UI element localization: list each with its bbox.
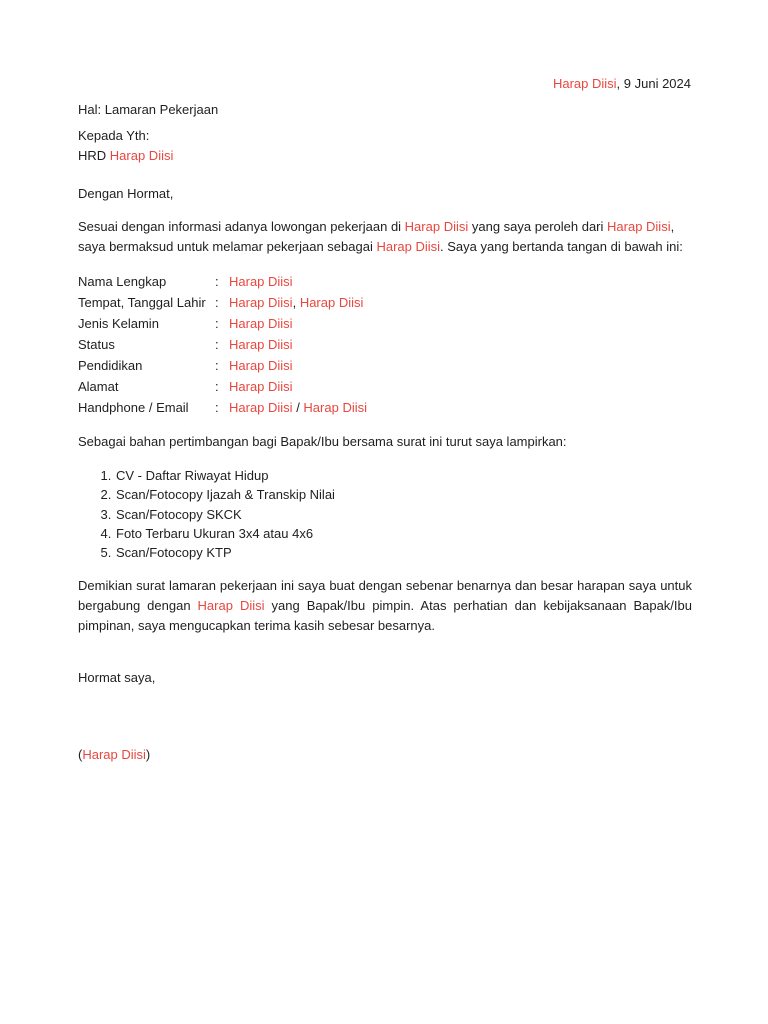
letter-recipient bbox=[78, 126, 692, 166]
details-value-placeholder: Harap Diisi bbox=[229, 295, 293, 310]
recipient-prefix: HRD bbox=[78, 148, 110, 163]
letter-greeting: Dengan Hormat, bbox=[78, 186, 174, 201]
details-value-placeholder: Harap Diisi bbox=[229, 379, 293, 394]
attachment-item: 3. Scan/Fotocopy SKCK bbox=[115, 505, 692, 524]
attachment-item: 1. CV - Daftar Riwayat Hidup bbox=[115, 466, 692, 485]
details-separator: : bbox=[215, 295, 219, 310]
intro-text-3: , saya bermaksud untuk melamar pekerjaan sebagai bbox=[78, 219, 675, 254]
signature-open: ( bbox=[78, 747, 83, 762]
intro-placeholder-2: Harap Diisi bbox=[607, 219, 671, 234]
intro-text-1: Sesuai dengan informasi adanya lowongan pekerjaan di bbox=[78, 219, 405, 234]
letter-date bbox=[553, 75, 691, 92]
attachments-list bbox=[78, 466, 692, 562]
details-value bbox=[229, 397, 367, 418]
recipient-placeholder: Harap Diisi bbox=[109, 148, 174, 163]
details-separator: : bbox=[215, 274, 219, 289]
intro-text-2: yang saya peroleh dari bbox=[468, 219, 608, 234]
details-row bbox=[78, 355, 367, 376]
letter-signature bbox=[78, 745, 692, 765]
details-label: Alamat bbox=[78, 379, 119, 394]
details-label: Nama Lengkap bbox=[78, 274, 167, 289]
details-value bbox=[229, 334, 367, 355]
details-value-placeholder: Harap Diisi bbox=[229, 400, 293, 415]
applicant-details bbox=[78, 271, 692, 418]
details-label: Pendidikan bbox=[78, 358, 143, 373]
date-placeholder: Harap Diisi bbox=[552, 76, 617, 91]
letter-regards: Hormat saya, bbox=[78, 670, 156, 685]
details-row bbox=[78, 313, 367, 334]
attachment-item: 5. Scan/Fotocopy KTP bbox=[115, 543, 692, 562]
intro-placeholder-1: Harap Diisi bbox=[404, 219, 469, 234]
details-row bbox=[78, 334, 367, 355]
details-row bbox=[78, 397, 367, 418]
details-separator: : bbox=[215, 379, 219, 394]
details-value bbox=[229, 292, 367, 313]
details-value-placeholder-2: Harap Diisi bbox=[303, 400, 367, 415]
intro-paragraph bbox=[78, 217, 692, 257]
details-separator: : bbox=[215, 316, 219, 331]
details-label: Status bbox=[78, 337, 115, 352]
closing-paragraph bbox=[78, 576, 692, 636]
details-label: Handphone / Email bbox=[78, 400, 189, 415]
details-separator: : bbox=[215, 337, 219, 352]
recipient-salutation: Kepada Yth: bbox=[78, 128, 150, 143]
date-text: , 9 Juni 2024 bbox=[616, 76, 691, 91]
details-table bbox=[78, 271, 367, 418]
details-value bbox=[229, 313, 367, 334]
details-value-joiner: / bbox=[292, 400, 304, 415]
details-row bbox=[78, 271, 367, 292]
intro-placeholder-3: Harap Diisi bbox=[376, 239, 441, 254]
recipient-line bbox=[78, 146, 692, 166]
details-separator: : bbox=[215, 400, 219, 415]
closing-placeholder: Harap Diisi bbox=[197, 598, 265, 613]
details-separator: : bbox=[215, 358, 219, 373]
attachment-item: 2. Scan/Fotocopy Ijazah & Transkip Nilai bbox=[115, 485, 692, 504]
attachments-ordered-list bbox=[78, 466, 692, 562]
attachment-item: 4. Foto Terbaru Ukuran 3x4 atau 4x6 bbox=[115, 524, 692, 543]
details-value bbox=[229, 376, 367, 397]
details-value-placeholder: Harap Diisi bbox=[229, 337, 293, 352]
intro-text-4: . Saya yang bertanda tangan di bawah ini: bbox=[440, 239, 683, 254]
letter-subject: Hal: Lamaran Pekerjaan bbox=[78, 102, 219, 117]
details-value-joiner: , bbox=[292, 295, 300, 310]
details-value bbox=[229, 271, 367, 292]
details-value-placeholder: Harap Diisi bbox=[229, 274, 293, 289]
details-value bbox=[229, 355, 367, 376]
details-value-placeholder-2: Harap Diisi bbox=[299, 295, 364, 310]
signature-close: ) bbox=[145, 747, 151, 762]
details-label: Jenis Kelamin bbox=[78, 316, 159, 331]
closing-text-1: Demikian surat lamaran pekerjaan ini saya buat dengan sebenar benarnya dan besar harapan saya untuk bergabung dengan bbox=[78, 578, 692, 613]
details-label: Tempat, Tanggal Lahir bbox=[78, 295, 206, 310]
signature-placeholder: Harap Diisi bbox=[82, 747, 146, 762]
details-row bbox=[78, 292, 367, 313]
details-row bbox=[78, 376, 367, 397]
details-value-placeholder: Harap Diisi bbox=[229, 358, 293, 373]
closing-text-2: yang Bapak/Ibu pimpin. Atas perhatian dan kebijaksanaan Bapak/Ibu pimpinan, saya mengucapkan terima kasih sebesar besarnya. bbox=[78, 598, 692, 633]
details-value-placeholder: Harap Diisi bbox=[229, 316, 293, 331]
attachments-intro: Sebagai bahan pertimbangan bagi Bapak/Ibu bersama surat ini turut saya lampirkan: bbox=[78, 434, 567, 449]
